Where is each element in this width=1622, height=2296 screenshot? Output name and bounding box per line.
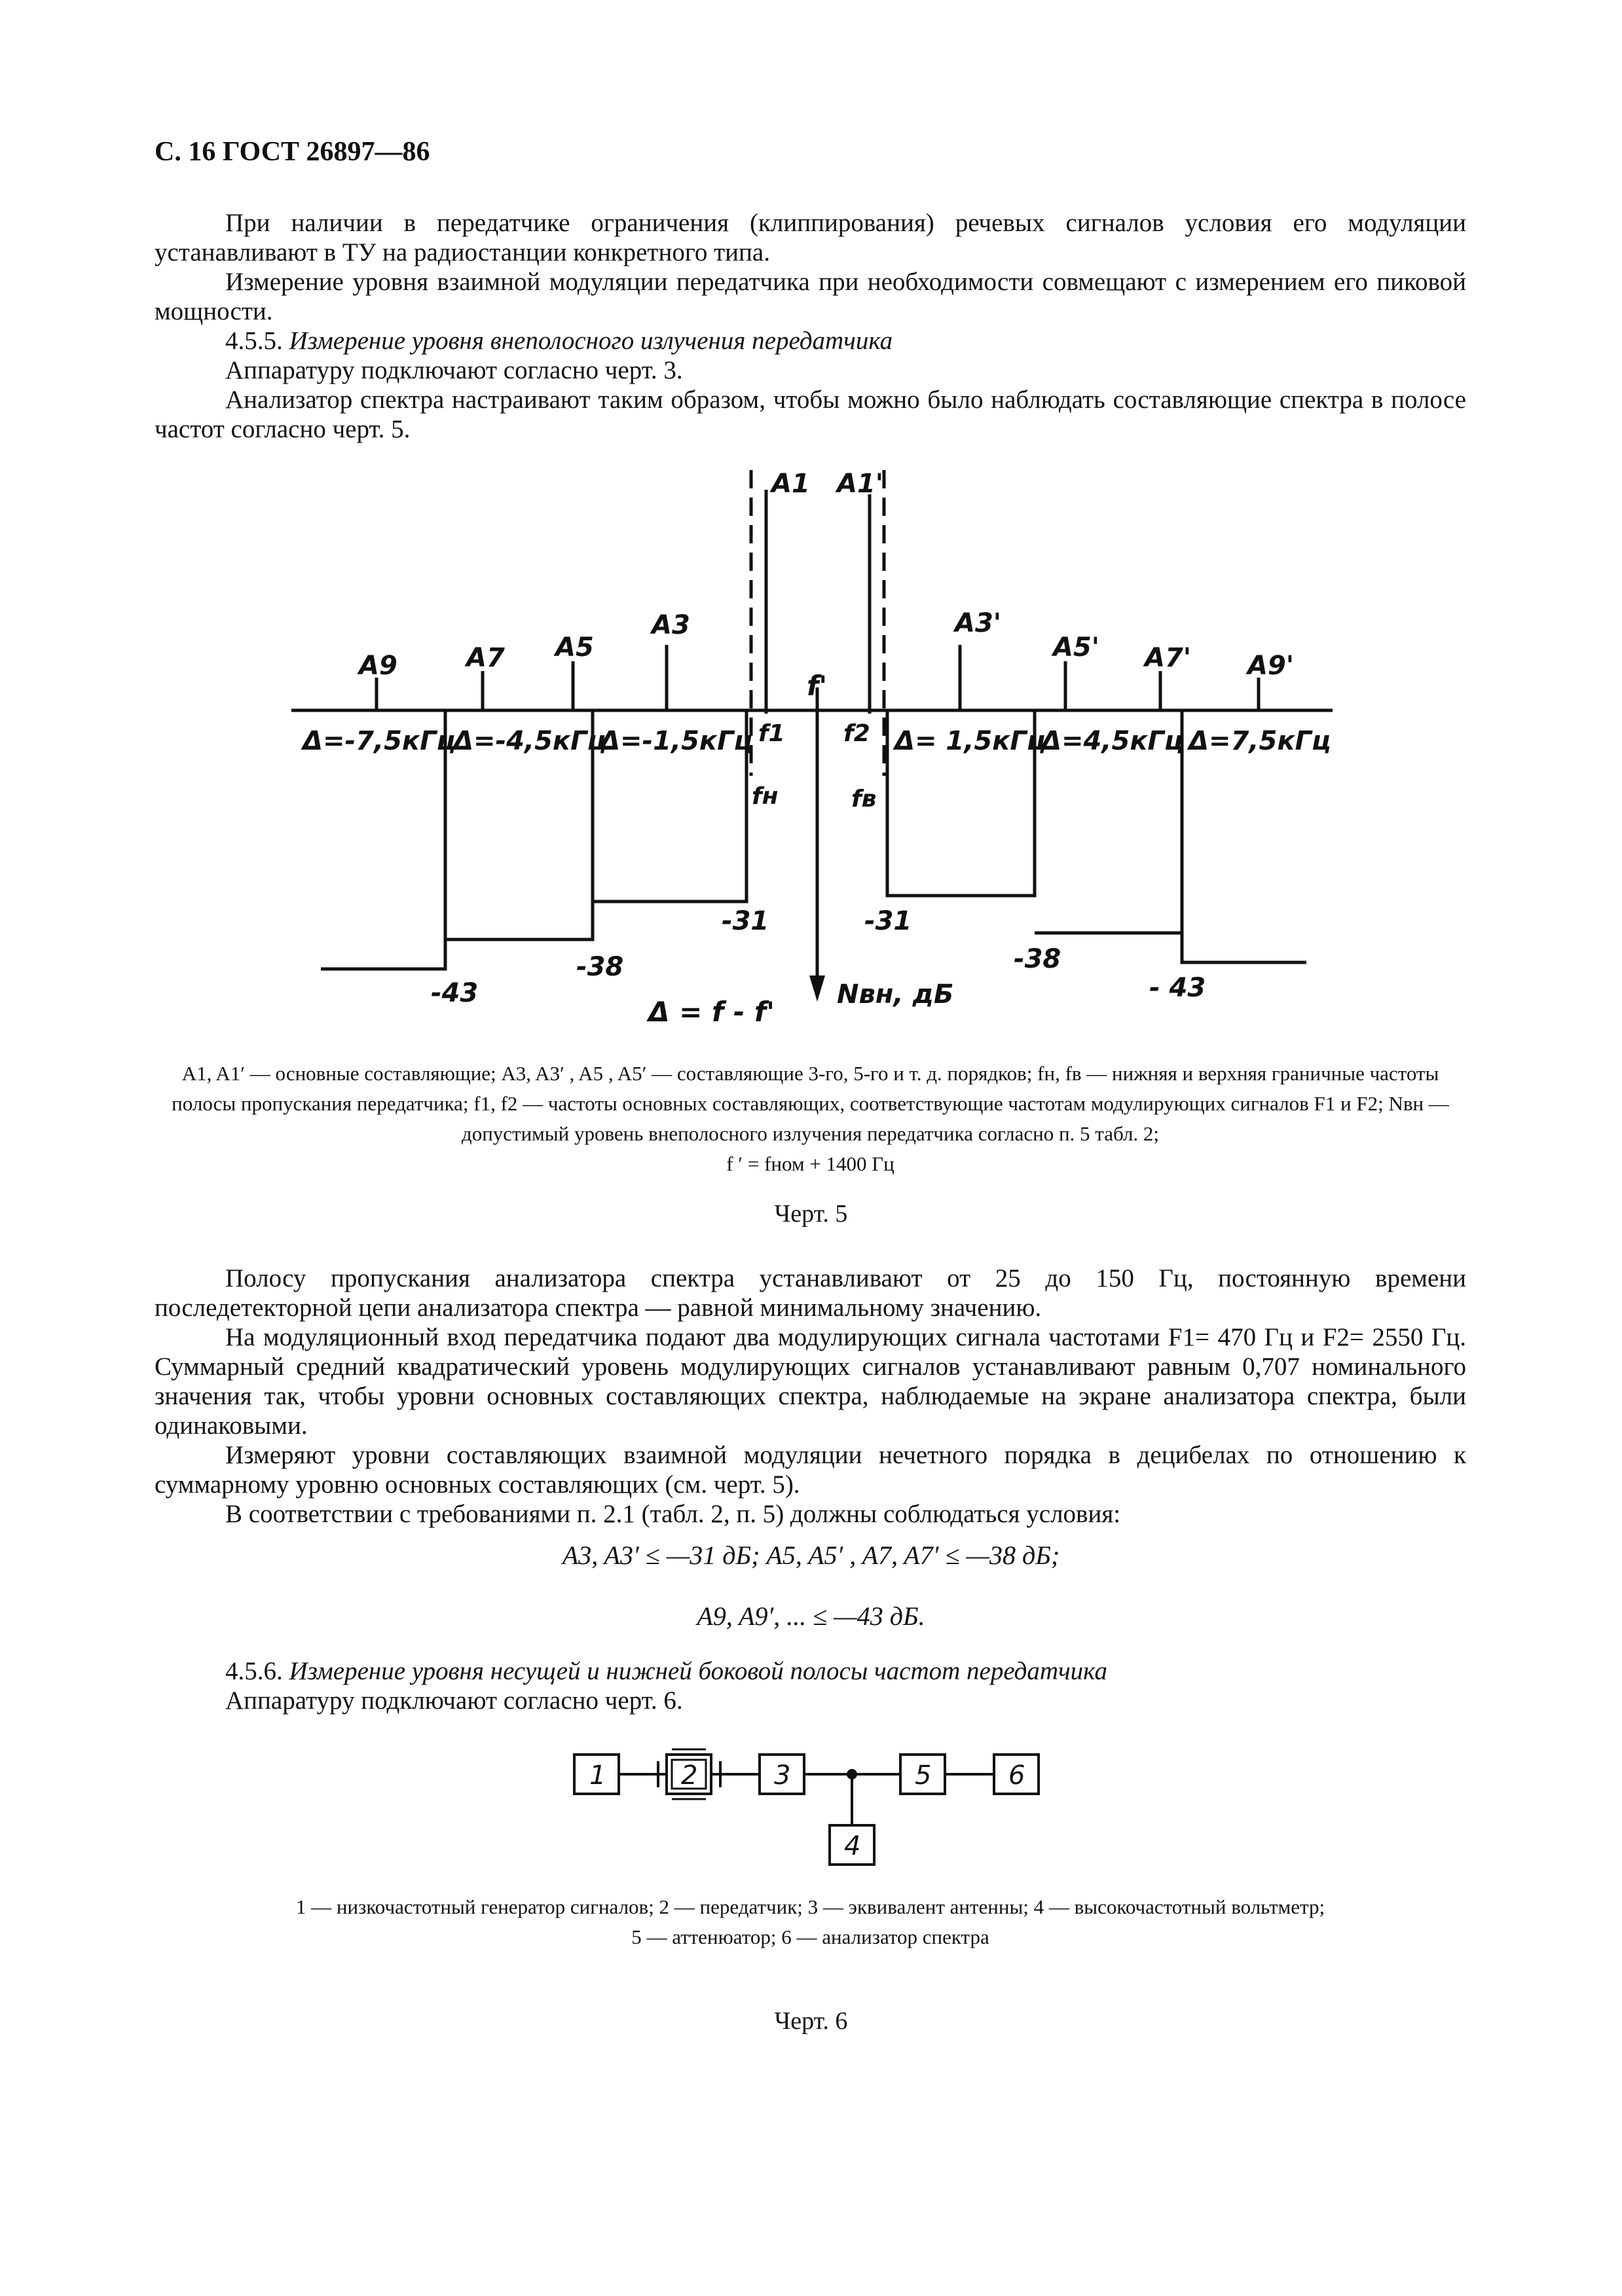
delta-right-1-5: Δ= 1,5кГц <box>894 726 1046 756</box>
label-a9-prime: A9' <box>1247 651 1295 681</box>
delta-left-7-5: Δ=-7,5кГц <box>303 726 456 756</box>
chart-5-title: Черт. 5 <box>774 1200 848 1228</box>
level-right-38: -38 <box>1014 944 1061 974</box>
level-left-38: -38 <box>576 952 624 982</box>
junction-dot <box>847 1769 857 1779</box>
section-4-5-6-heading <box>155 1656 1466 1686</box>
label-a9: A9 <box>359 651 397 681</box>
level-left-43: -43 <box>431 978 479 1008</box>
intro-paragraph-1: При наличии в передатчике ограничения (клиппирования) речевых сигналов условия его модуляции устанавливают в ТУ на радиостанции конкретного типа. <box>155 209 1466 266</box>
intro-block <box>155 208 1466 444</box>
section-456-title: Измерение уровня несущей и нижней боковой полосы частот передатчика <box>289 1657 1107 1685</box>
caption-6-line-1: 1 — низкочастотный генератор сигналов; 2 — передатчик; 3 — эквивалент антенны; 4 — высокочастотный вольтметр; <box>295 1895 1325 1918</box>
label-a3-prime: A3' <box>955 608 1002 638</box>
label-a7: A7 <box>466 643 505 673</box>
body2-paragraph-3: Измеряют уровни составляющих взаимной модуляции нечетного порядка в децибелах по отношению к суммарному уровню основных составляющих (см. черт. 5). <box>155 1441 1466 1499</box>
delta-right-4-5: Δ=4,5кГц <box>1041 726 1184 756</box>
block-1-label: 1 <box>589 1760 606 1791</box>
chart-5-spectrum-diagram <box>0 458 1622 1048</box>
block-5-label: 5 <box>915 1760 932 1791</box>
intro-paragraph-3: Аппаратуру подключают согласно черт. 3. <box>225 356 683 384</box>
formula-1: A3, A3′ ≤ —31 дБ; A5, A5′ , A7, A7′ ≤ —38 дБ; <box>562 1540 1060 1570</box>
body2-paragraph-2: На модуляционный вход передатчика подают два модулирующих сигнала частотами F1= 470 Гц и F2= 2550 Гц. Суммарный средний квадратический уровень модулирующих сигналов устанавливают равным 0,707 номинального значения так, чтобы уровни основных составляющих спектра, наблюдаемые на экране анализатора спектра, были одинаковыми. <box>155 1323 1466 1440</box>
body2-paragraph-4: В соответствии с требованиями п. 2.1 (табл. 2, п. 5) должны соблюдаться условия: <box>225 1500 1121 1528</box>
caption-6-line-2: 5 — аттенюатор; 6 — анализатор спектра <box>631 1925 989 1948</box>
section-456-paragraph: Аппаратуру подключают согласно черт. 6. <box>225 1686 683 1715</box>
formula-2: A9, A9′, ... ≤ —43 дБ. <box>697 1601 925 1631</box>
block-4-label: 4 <box>844 1831 861 1861</box>
label-fn: fн <box>752 783 779 810</box>
delta-formula: Δ = f - f' <box>648 996 775 1028</box>
block-3-label: 3 <box>774 1760 791 1791</box>
delta-left-1-5: Δ=-1,5кГц <box>600 726 754 756</box>
level-axis-arrow-icon <box>809 975 825 1002</box>
section-title: Измерение уровня внеполосного излучения передатчика <box>289 327 893 355</box>
section-4-5-5-heading <box>155 326 1466 355</box>
chart-6-block-diagram <box>0 1741 1622 1912</box>
level-left-31: -31 <box>722 906 769 936</box>
delta-left-4-5: Δ=-4,5кГц <box>453 726 607 756</box>
label-a5: A5 <box>555 632 594 663</box>
label-a3: A3 <box>652 610 690 640</box>
caption-5-formula: f ′ = fном + 1400 Гц <box>726 1152 894 1175</box>
label-a1-prime: A1' <box>837 469 884 499</box>
intro-paragraph-2: Измерение уровня взаимной модуляции передатчика при необходимости совмещают с измерением его пиковой мощности. <box>155 268 1466 325</box>
section-456-number: 4.5.6. <box>225 1657 283 1685</box>
level-axis-label: Nвн, дБ <box>837 979 954 1010</box>
intro-paragraph-4: Анализатор спектра настраивают таким образом, чтобы можно было наблюдать составляющие спектра в полосе частот согласно черт. 5. <box>155 386 1466 443</box>
block-6-label: 6 <box>1008 1760 1025 1791</box>
level-right-31: -31 <box>864 906 912 936</box>
page-header: С. 16 ГОСТ 26897—86 <box>155 137 430 167</box>
section-4-5-6-block <box>155 1656 1466 1715</box>
label-fv: fв <box>851 786 877 812</box>
caption-chart-6 <box>155 1892 1466 1952</box>
label-a5-prime: A5' <box>1053 632 1100 663</box>
label-a1: A1 <box>771 469 810 499</box>
label-f2: f2 <box>843 720 870 747</box>
delta-right-7-5: Δ=7,5кГц <box>1189 726 1331 756</box>
chart-6-title: Черт. 6 <box>774 2007 848 2035</box>
label-f1: f1 <box>758 720 785 747</box>
caption-chart-5 <box>155 1059 1466 1179</box>
caption-5-legend: A1, A1′ — основные составляющие; A3, A3′ , A5 , A5′ — составляющие 3-го, 5-го и т. д. порядков; fн, fв — нижняя и верхняя граничные частоты полосы пропускания передатчика; f1, f2 — частоты основных составляющих, соответствующие частотам модулирующих сигналов F1 и F2; Nвн — допустимый уровень внеполосного излучения передатчика согласно п. 5 табл. 2; <box>172 1062 1449 1145</box>
section-number: 4.5.5. <box>225 327 283 355</box>
body2-paragraph-1: Полосу пропускания анализатора спектра устанавливают от 25 до 150 Гц, постоянную времени последетекторной цепи анализатора спектра — равной минимальному значению. <box>155 1264 1466 1322</box>
body-block-2 <box>155 1264 1466 1529</box>
level-right-43: - 43 <box>1149 973 1206 1003</box>
label-a7-prime: A7' <box>1145 643 1192 673</box>
block-2-label: 2 <box>681 1760 698 1791</box>
label-f-prime: f' <box>807 670 828 702</box>
